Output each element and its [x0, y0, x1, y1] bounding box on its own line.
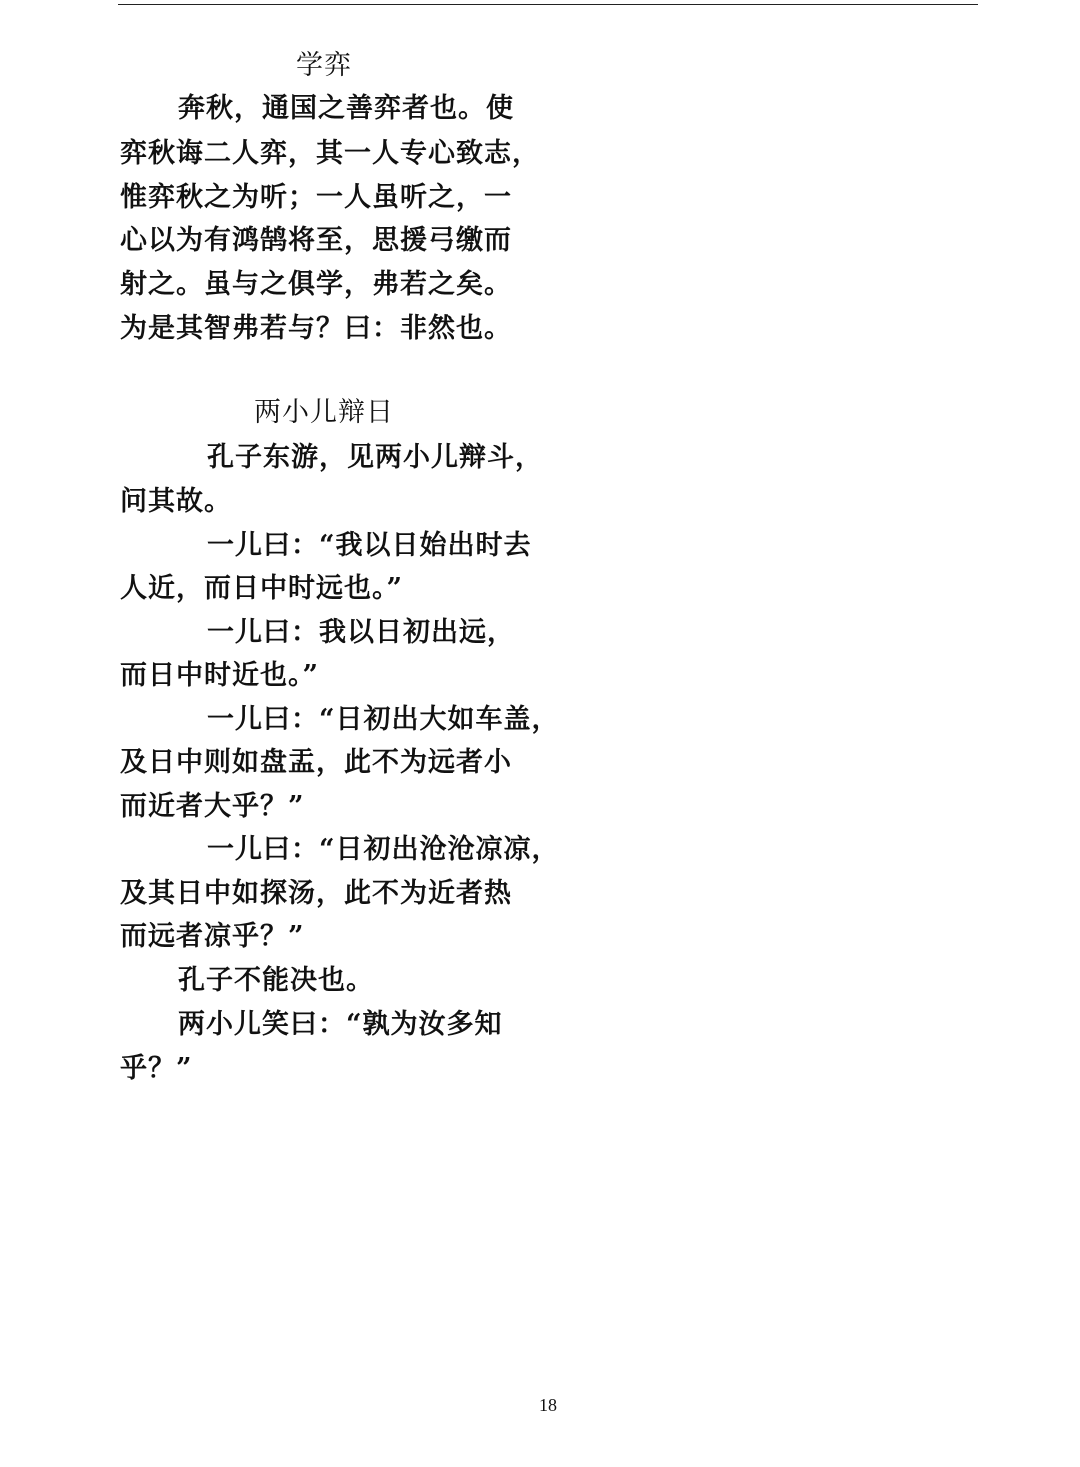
text-line: 射之。虽与之俱学，弗若之矣。 — [120, 269, 512, 300]
text-line: 乎？” — [120, 1053, 193, 1084]
text-line: 为是其智弗若与？曰：非然也。 — [120, 313, 512, 344]
text-line: 奔秋，通国之善弈者也。使 — [178, 93, 514, 124]
passage-title-xueyi: 学弈 — [296, 50, 352, 81]
text-line: 而日中时近也。” — [120, 660, 320, 691]
text-line: 及其日中如探汤，此不为近者热 — [120, 878, 512, 909]
header-rule — [118, 4, 978, 5]
text-line: 一儿曰：“日初出大如车盖， — [207, 704, 560, 735]
text-line: 人近，而日中时远也。” — [120, 573, 404, 604]
text-line: 而近者大乎？” — [120, 791, 305, 822]
passage-title-liangxiaoer: 两小儿辩日 — [254, 397, 394, 428]
text-line: 一儿曰：我以日初出远， — [207, 617, 515, 648]
text-line: 一儿曰：“我以日始出时去 — [207, 530, 532, 561]
text-line: 弈秋诲二人弈，其一人专心致志， — [120, 138, 540, 169]
text-line: 而远者凉乎？” — [120, 921, 305, 952]
text-line: 孔子不能决也。 — [178, 965, 374, 996]
text-line: 及日中则如盘盂，此不为远者小 — [120, 747, 512, 778]
page-number: 18 — [539, 1395, 557, 1415]
text-line: 孔子东游，见两小儿辩斗， — [207, 442, 543, 473]
text-line: 心以为有鸿鹄将至，思援弓缴而 — [120, 225, 512, 256]
text-line: 惟弈秋之为听；一人虽听之，一 — [120, 182, 512, 213]
text-line: 一儿曰：“日初出沧沧凉凉， — [207, 834, 560, 865]
text-line: 问其故。 — [120, 486, 232, 517]
text-line: 两小儿笑曰：“孰为汝多知 — [178, 1009, 503, 1040]
